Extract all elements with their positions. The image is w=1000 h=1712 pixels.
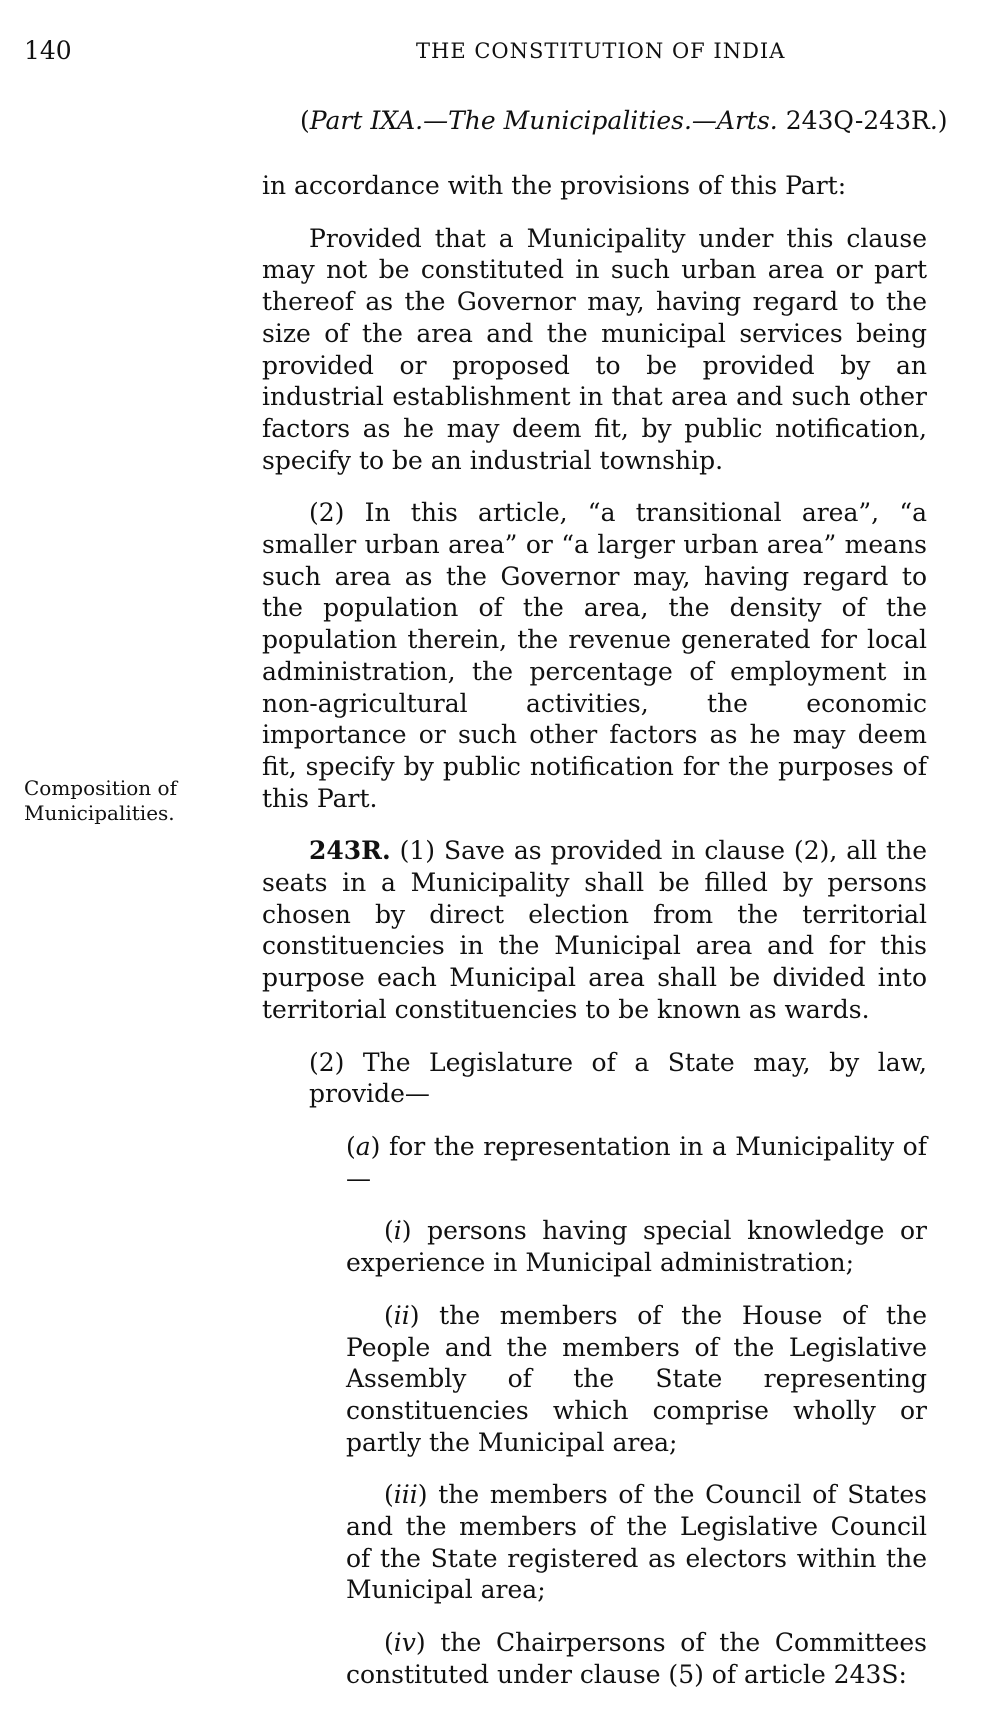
item-ii <box>262 1300 927 1459</box>
item-iii-numeral: iii <box>393 1480 418 1510</box>
item-iv-numeral: iv <box>393 1628 416 1658</box>
item-i <box>262 1215 927 1278</box>
item-iii-text: ) the members of the Council of States and the members of the Legislative Council of the State registered as electors within the Municipal area; <box>346 1480 927 1605</box>
part-heading <box>300 106 948 135</box>
part-heading-open: ( <box>300 106 310 135</box>
sub-clause-a <box>262 1131 927 1194</box>
item-iii-open: ( <box>384 1480 394 1510</box>
item-i-open: ( <box>384 1216 394 1246</box>
item-ii-open: ( <box>384 1300 394 1330</box>
paragraph-continuation: in accordance with the provisions of this Part: <box>262 171 847 200</box>
paragraph-proviso: Provided that a Municipality under this clause may not be constituted in such urban area or part thereof as the Governor may, having regard to the size of the area and the municipal services being provided or proposed to be provided by an industrial establishment in that area and such other factors as he may deem fit, by public notification, specify to be an industrial township. <box>262 223 927 475</box>
part-heading-dot: . <box>929 106 938 135</box>
sub-clause-a-letter: a <box>355 1131 371 1161</box>
page-number: 140 <box>24 36 72 65</box>
item-iv-open: ( <box>384 1628 394 1658</box>
item-i-text: ) persons having special knowledge or experience in Municipal administration; <box>346 1216 927 1278</box>
sub-clause-a-text: ) for the representation in a Municipality of— <box>346 1131 927 1193</box>
article-243r <box>262 835 927 1025</box>
item-iii <box>262 1479 927 1606</box>
article-text: (1) Save as provided in clause (2), all the seats in a Municipality shall be filled by persons chosen by direct election from the territorial constituencies in the Municipal area and for this purpose each Municipal area shall be divided into territorial constituencies to be known as wards. <box>262 836 927 1024</box>
item-ii-numeral: ii <box>393 1300 410 1330</box>
part-heading-part: Part IXA.—The Municipalities.—Arts. <box>309 106 778 135</box>
main-text <box>262 170 927 1712</box>
clause-2-intro: (2) The Legislature of a State may, by law, provide— <box>309 1047 927 1109</box>
part-heading-range: 243Q-243R <box>777 106 930 135</box>
item-iv <box>262 1627 927 1690</box>
running-title: THE CONSTITUTION OF INDIA <box>416 39 786 63</box>
sub-clause-a-open: ( <box>346 1131 356 1161</box>
side-note: Composition of Municipalities. <box>24 776 177 825</box>
item-iv-text: ) the Chairpersons of the Committees constituted under clause (5) of article 243S: <box>346 1628 927 1689</box>
item-i-numeral: i <box>393 1216 402 1246</box>
part-heading-close: ) <box>937 106 948 135</box>
paragraph-clause-2: (2) In this article, “a transitional area”, “a smaller urban area” or “a larger urban area” means such area as the Governor may, having regard to the population of the area, the density of the population therein, the revenue generated for local administration, the percentage of employment in non-agricultural activities, the economic importance or such other factors as he may deem fit, specify by public notification for the purposes of this Part. <box>262 498 927 813</box>
item-ii-text: ) the members of the House of the People and the members of the Legislative Assembly of the State representing constituencies which comprise wholly or partly the Municipal area; <box>346 1300 927 1457</box>
article-number: 243R. <box>309 836 391 866</box>
